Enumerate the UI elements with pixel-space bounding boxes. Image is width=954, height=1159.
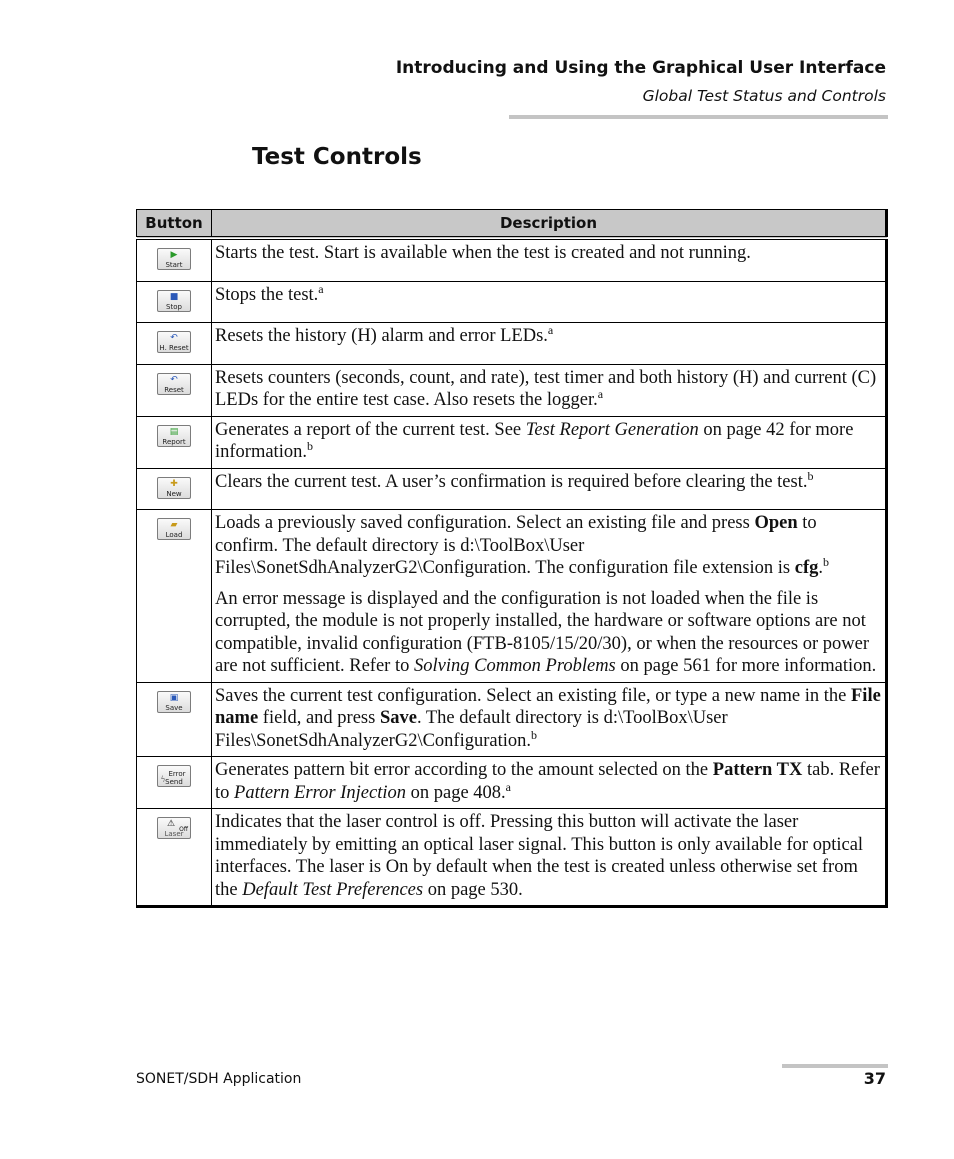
emphasis-text: File name xyxy=(215,685,881,728)
description-cell xyxy=(212,364,887,416)
description-cell xyxy=(212,238,887,281)
button-cell xyxy=(137,510,212,683)
page-number: 37 xyxy=(863,1069,886,1088)
footer-rule xyxy=(782,1064,888,1068)
floppy-disk-icon: ▣ xyxy=(169,692,179,703)
button-label: Start xyxy=(165,261,183,269)
footnote-marker: a xyxy=(318,281,324,296)
description-cell xyxy=(212,468,887,510)
description-text: Saves the current test configuration. Select an existing file, or type a new name in the xyxy=(215,685,851,706)
section-title: Test Controls xyxy=(252,144,422,170)
button-cell xyxy=(137,468,212,510)
start-button xyxy=(157,248,191,270)
description-text: on page 561 for more information. xyxy=(615,656,877,676)
footer-product: SONET/SDH Application xyxy=(136,1071,302,1087)
button-cell xyxy=(137,809,212,907)
laser-button xyxy=(157,817,191,839)
new-button xyxy=(157,477,191,499)
cross-reference: Solving Common Problems xyxy=(413,656,616,676)
folder-open-icon: ▰ xyxy=(170,520,178,530)
description-text: Resets the history (H) alarm and error LEDs. xyxy=(215,326,548,346)
description-text: Resets counters (seconds, count, and rate), test timer and both history (H) and current (C) LEDs for the entire test case. Also resets the logger. xyxy=(215,367,877,410)
footnote-marker: a xyxy=(547,323,554,337)
description-text: Stops the test. xyxy=(215,284,319,305)
running-header-section: Global Test Status and Controls xyxy=(642,87,886,105)
header-rule xyxy=(509,115,888,119)
button-cell xyxy=(137,757,212,809)
button-label: Stop xyxy=(166,302,182,311)
description-paragraph xyxy=(215,588,883,678)
error-send-button xyxy=(157,765,191,787)
new-document-icon: ✚ xyxy=(170,478,178,489)
button-cell xyxy=(137,682,212,757)
save-button xyxy=(157,691,191,713)
description-text: Indicates that the laser control is off. Pressing this button will activate the laser immediately by emitting an optical laser signal. This button is only available for optical interfaces. The laser is On by default when the test is created unless otherwise set from the xyxy=(215,812,864,900)
footnote-marker: b xyxy=(807,468,814,483)
footnote-marker: b xyxy=(531,727,538,742)
description-cell xyxy=(212,809,887,907)
emphasis-text: cfg xyxy=(794,558,819,578)
description-cell xyxy=(212,682,887,757)
description-text: Generates pattern bit error according to the amount selected on the xyxy=(215,760,713,780)
table-header-row xyxy=(137,210,887,239)
description-text: to confirm. The default directory is d:\ToolBox\User Files\SonetSdhAnalyzerG2\Configuration. The configuration file extension is xyxy=(215,513,817,578)
running-header-chapter: Introducing and Using the Graphical User Interface xyxy=(395,58,886,78)
play-icon: ▶ xyxy=(170,250,178,260)
description-text: tab. Refer to xyxy=(215,760,880,803)
description-text: An error message is displayed and the configuration is not loaded when the file is corrupted, the module is not properly installed, the hardware or software options are not compatible, invalid configuration (FTB-8105/15/20/30), or when the resources or power are not sufficient. Refer to xyxy=(215,588,870,676)
button-label: New xyxy=(166,489,182,498)
button-label: Error xyxy=(168,770,186,778)
stop-button xyxy=(157,290,191,312)
table-row xyxy=(137,281,887,323)
description-text: Generates a report of the current test. See xyxy=(215,419,526,440)
table-row xyxy=(137,468,887,510)
button-cell xyxy=(137,238,212,281)
description-text: . The default directory is d:\ToolBox\User Files\SonetSdhAnalyzerG2\Configuration. xyxy=(215,708,728,751)
report-button xyxy=(157,425,191,447)
laser-warning-icon: ⚠ xyxy=(166,819,176,829)
footnote-marker: a xyxy=(505,779,511,794)
description-cell xyxy=(212,757,887,809)
description-text: field, and press xyxy=(258,708,380,728)
button-cell xyxy=(137,323,212,365)
emphasis-text: Open xyxy=(754,513,798,533)
emphasis-text: Save xyxy=(379,708,417,728)
undo-icon: ↶ xyxy=(170,374,178,385)
description-text: Starts the test. Start is available when the test is created and not running. xyxy=(215,243,751,263)
button-label: Save xyxy=(165,703,183,712)
button-label: Reset xyxy=(164,385,184,394)
report-icon: ▤ xyxy=(169,426,179,437)
button-label: H. Reset xyxy=(159,344,189,352)
footnote-marker: b xyxy=(823,555,829,569)
table-row xyxy=(137,510,887,683)
emphasis-text: Pattern TX xyxy=(712,760,803,780)
cross-reference: Pattern Error Injection xyxy=(234,782,406,803)
description-text: on page 408. xyxy=(405,782,506,803)
description-paragraph xyxy=(215,512,883,580)
description-text: Clears the current test. A user’s confirmation is required before clearing the test. xyxy=(215,471,808,492)
button-cell xyxy=(137,364,212,416)
laser-state-label: Off xyxy=(179,826,188,833)
description-text: on page 530. xyxy=(423,879,523,900)
button-cell xyxy=(137,416,212,468)
description-text: Loads a previously saved configuration. Select an existing file and press xyxy=(215,513,755,533)
table-row xyxy=(137,364,887,416)
button-label: Laser xyxy=(164,830,184,838)
table-row xyxy=(137,323,887,365)
load-button xyxy=(157,518,191,540)
table-row xyxy=(137,682,887,757)
description-text: . xyxy=(818,558,823,578)
stop-icon: ■ xyxy=(169,291,179,302)
table-row xyxy=(137,757,887,809)
undo-icon: ↶ xyxy=(170,333,178,343)
description-text: on page 42 for more information. xyxy=(215,419,854,462)
test-controls-table xyxy=(136,209,888,908)
description-cell xyxy=(212,416,887,468)
button-label: Report xyxy=(162,437,186,446)
table-row xyxy=(137,809,887,907)
table-row xyxy=(137,238,887,281)
description-cell xyxy=(212,281,887,323)
column-header-button: Button xyxy=(137,210,212,239)
description-cell xyxy=(212,510,887,683)
footnote-marker: a xyxy=(597,387,604,401)
button-cell xyxy=(137,281,212,323)
reset-button xyxy=(157,373,191,395)
footnote-marker: b xyxy=(306,439,313,453)
cross-reference: Test Report Generation xyxy=(525,419,699,440)
lightning-icon: ϟ xyxy=(161,774,166,784)
cross-reference: Default Test Preferences xyxy=(242,879,424,900)
column-header-description: Description xyxy=(212,210,887,239)
table-row xyxy=(137,416,887,468)
description-cell xyxy=(212,323,887,365)
h-reset-button xyxy=(157,331,191,353)
button-label: Send xyxy=(165,778,183,786)
button-label: Load xyxy=(165,531,183,539)
